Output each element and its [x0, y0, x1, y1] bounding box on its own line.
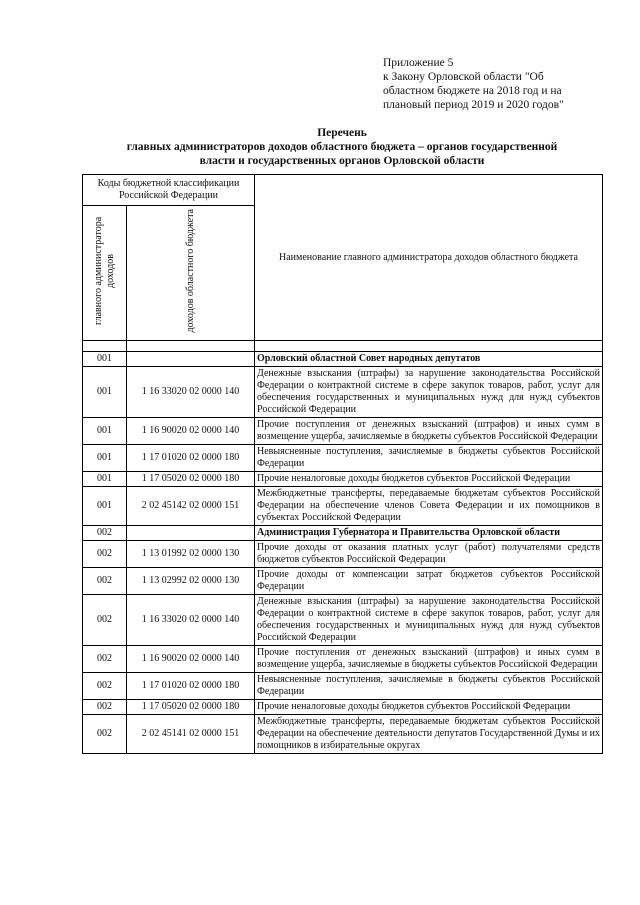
table-row: [83, 418, 603, 445]
name-cell: Орловский областной Совет народных депутатов: [255, 352, 603, 367]
income-code-cell: 1 16 90020 02 0000 140: [127, 646, 255, 673]
appendix-line: плановый период 2019 и 2020 годов": [383, 99, 564, 111]
appendix-note: [383, 56, 599, 112]
admin-code-cell: 001: [83, 367, 127, 418]
income-code-cell: 2 02 45142 02 0000 151: [127, 487, 255, 526]
name-cell: Прочие доходы от компенсации затрат бюджетов субъектов Российской Федерации: [255, 568, 603, 595]
name-cell: Прочие неналоговые доходы бюджетов субъектов Российской Федерации: [255, 472, 603, 487]
table-row: [83, 487, 603, 526]
group-row: [83, 352, 603, 367]
name-cell: Прочие неналоговые доходы бюджетов субъектов Российской Федерации: [255, 700, 603, 715]
admin-code-cell: 001: [83, 487, 127, 526]
admin-code-cell: 001: [83, 352, 127, 367]
name-cell: Невыясненные поступления, зачисляемые в бюджеты субъектов Российской Федерации: [255, 445, 603, 472]
document-title: [82, 126, 602, 168]
table-body: [83, 352, 603, 754]
income-code-cell: [127, 526, 255, 541]
table-row: [83, 445, 603, 472]
income-code-cell: [127, 352, 255, 367]
title-line: власти и государственных органов Орловской области: [199, 155, 485, 167]
income-code-cell: 2 02 45141 02 0000 151: [127, 715, 255, 754]
header-spacer-row: [83, 341, 603, 352]
name-cell: Денежные взыскания (штрафы) за нарушение законодательства Российской Федерации о контрактной системе в сфере закупок товаров, работ, услуг для обеспечения государственных и муниципальных нужд для нужд субъектов Российской Федерации: [255, 595, 603, 646]
name-cell: Денежные взыскания (штрафы) за нарушение законодательства Российской Федерации о контрактной системе в сфере закупок товаров, работ, услуг для обеспечения государственных и муниципальных нужд для нужд субъектов Российской Федерации: [255, 367, 603, 418]
administrators-table: [82, 174, 603, 754]
header-admin-cell: [83, 206, 127, 341]
name-cell: Прочие доходы от оказания платных услуг (работ) получателями средств бюджетов субъектов Российской Федерации: [255, 541, 603, 568]
table-row: [83, 367, 603, 418]
admin-code-cell: 001: [83, 445, 127, 472]
income-code-cell: 1 13 02992 02 0000 130: [127, 568, 255, 595]
name-cell: Межбюджетные трансферты, передаваемые бюджетам субъектов Российской Федерации на обеспечение деятельности депутатов Государственной Думы и их помощников в избирательные округах: [255, 715, 603, 754]
admin-code-cell: 002: [83, 568, 127, 595]
table-row: [83, 673, 603, 700]
admin-code-cell: 001: [83, 472, 127, 487]
table-row: [83, 646, 603, 673]
header-income-cell: [127, 206, 255, 341]
name-cell: Межбюджетные трансферты, передаваемые бюджетам субъектов Российской Федерации на обеспечение членов Совета Федерации и их помощников в субъектах Российской Федерации: [255, 487, 603, 526]
admin-code-cell: 002: [83, 526, 127, 541]
admin-code-cell: 001: [83, 418, 127, 445]
income-code-cell: 1 17 05020 02 0000 180: [127, 472, 255, 487]
appendix-line: Приложение 5: [383, 57, 454, 69]
header-income: доходов областного бюджета: [184, 209, 196, 333]
income-code-cell: 1 16 33020 02 0000 140: [127, 595, 255, 646]
name-cell: Прочие поступления от денежных взысканий (штрафов) и иных сумм в возмещение ущерба, зачисляемые в бюджеты субъектов Российской Федерации: [255, 646, 603, 673]
income-code-cell: 1 17 01020 02 0000 180: [127, 445, 255, 472]
admin-code-cell: 002: [83, 595, 127, 646]
table-row: [83, 700, 603, 715]
admin-code-cell: 002: [83, 541, 127, 568]
title-line: главных администраторов доходов областного бюджета – органов государственной: [126, 141, 558, 153]
appendix-line: к Закону Орловской области "Об: [383, 71, 544, 83]
header-name: Наименование главного администратора доходов областного бюджета: [255, 175, 603, 341]
admin-code-cell: 002: [83, 715, 127, 754]
appendix-line: областном бюджете на 2018 год и на: [383, 85, 562, 97]
table-row: [83, 715, 603, 754]
income-code-cell: 1 13 01992 02 0000 130: [127, 541, 255, 568]
table-row: [83, 595, 603, 646]
title-line: Перечень: [317, 127, 367, 139]
admin-code-cell: 002: [83, 673, 127, 700]
income-code-cell: 1 16 33020 02 0000 140: [127, 367, 255, 418]
table-row: [83, 568, 603, 595]
name-cell: Администрация Губернатора и Правительства Орловской области: [255, 526, 603, 541]
table-row: [83, 472, 603, 487]
header-codes: Коды бюджетной классификации Российской Федерации: [83, 175, 255, 206]
income-code-cell: 1 16 90020 02 0000 140: [127, 418, 255, 445]
group-row: [83, 526, 603, 541]
admin-code-cell: 002: [83, 646, 127, 673]
name-cell: Прочие поступления от денежных взысканий (штрафов) и иных сумм в возмещение ущерба, зачисляемые в бюджеты субъектов Российской Федерации: [255, 418, 603, 445]
admin-code-cell: 002: [83, 700, 127, 715]
income-code-cell: 1 17 01020 02 0000 180: [127, 673, 255, 700]
name-cell: Невыясненные поступления, зачисляемые в бюджеты субъектов Российской Федерации: [255, 673, 603, 700]
table-row: [83, 541, 603, 568]
header-admin: главного администратора доходов: [92, 216, 116, 326]
income-code-cell: 1 17 05020 02 0000 180: [127, 700, 255, 715]
